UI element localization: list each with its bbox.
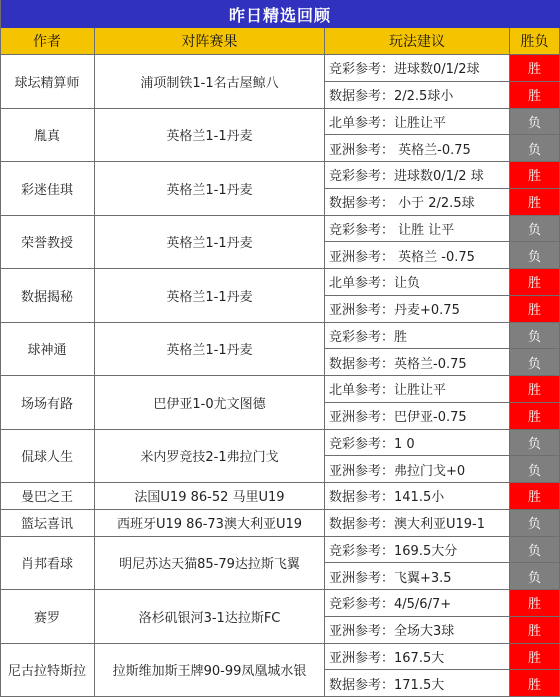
tip-cell: 亚洲参考：弗拉门戈+0 [325,456,510,483]
result-badge: 胜 [510,590,560,617]
match-result-cell: 米内罗竞技2-1弗拉门戈 [95,430,325,484]
result-badge: 负 [510,456,560,483]
result-badge: 负 [510,323,560,350]
tip-cell: 数据参考：英格兰-0.75 [325,349,510,376]
tip-cell: 竞彩参考：胜 [325,323,510,350]
match-result-cell: 浦项制铁1-1名古屋鲸八 [95,55,325,109]
tip-cell: 北单参考：让胜让平 [325,376,510,403]
match-result-cell: 英格兰1-1丹麦 [95,269,325,323]
match-result-cell: 英格兰1-1丹麦 [95,323,325,377]
author-cell: 球神通 [0,323,95,377]
result-badge: 胜 [510,189,560,216]
tip-cell: 北单参考：让胜让平 [325,109,510,136]
result-badge: 负 [510,430,560,457]
author-cell: 球坛精算师 [0,55,95,109]
header-result: 胜负 [510,28,560,55]
result-badge: 胜 [510,162,560,189]
tip-cell: 竞彩参考：169.5大分 [325,537,510,564]
author-cell: 侃球人生 [0,430,95,484]
result-badge: 负 [510,109,560,136]
result-badge: 负 [510,349,560,376]
result-badge: 负 [510,242,560,269]
match-result-cell: 英格兰1-1丹麦 [95,162,325,216]
match-result-cell: 英格兰1-1丹麦 [95,216,325,270]
result-badge: 胜 [510,55,560,82]
result-badge: 负 [510,563,560,590]
author-cell: 场场有路 [0,376,95,430]
result-badge: 胜 [510,296,560,323]
result-badge: 胜 [510,376,560,403]
match-result-cell: 拉斯维加斯王牌90-99凤凰城水银 [95,644,325,697]
header-author: 作者 [0,28,95,55]
table-header [0,28,560,55]
match-result-cell: 洛杉矶银河3-1达拉斯FC [95,590,325,644]
tip-cell: 亚洲参考：167.5大 [325,644,510,671]
author-cell: 赛罗 [0,590,95,644]
result-badge: 胜 [510,644,560,671]
tip-cell: 数据参考：2/2.5球小 [325,82,510,109]
result-badge: 负 [510,510,560,537]
result-badge: 胜 [510,403,560,430]
result-badge: 胜 [510,269,560,296]
header-tip: 玩法建议 [325,28,510,55]
tip-cell: 竞彩参考： 让胜 让平 [325,216,510,243]
tip-cell: 北单参考：让负 [325,269,510,296]
result-badge: 胜 [510,82,560,109]
tip-cell: 亚洲参考：全场大3球 [325,617,510,644]
match-result-cell: 法国U19 86-52 马里U19 [95,483,325,510]
result-badge: 胜 [510,670,560,697]
match-result-cell: 巴伊亚1-0尤文图德 [95,376,325,430]
author-cell: 尼古拉特斯拉 [0,644,95,697]
tip-cell: 亚洲参考： 英格兰 -0.75 [325,242,510,269]
tip-cell: 竞彩参考：4/5/6/7+ [325,590,510,617]
table-title: 昨日精选回顾 [0,0,560,28]
tip-cell: 亚洲参考： 英格兰-0.75 [325,135,510,162]
author-cell: 彩迷佳琪 [0,162,95,216]
tip-cell: 竞彩参考：进球数0/1/2 球 [325,162,510,189]
author-cell: 肖邦看球 [0,537,95,591]
tip-cell: 亚洲参考：巴伊亚-0.75 [325,403,510,430]
tip-cell: 竞彩参考：进球数0/1/2球 [325,55,510,82]
result-badge: 负 [510,216,560,243]
tip-cell: 数据参考：澳大利亚U19-1 [325,510,510,537]
tip-cell: 亚洲参考：飞翼+3.5 [325,563,510,590]
match-result-cell: 西班牙U19 86-73澳大利亚U19 [95,510,325,537]
result-badge: 负 [510,537,560,564]
result-badge: 胜 [510,483,560,510]
result-badge: 胜 [510,617,560,644]
match-result-cell: 英格兰1-1丹麦 [95,109,325,163]
tip-cell: 数据参考：141.5小 [325,483,510,510]
author-cell: 胤真 [0,109,95,163]
tip-cell: 数据参考： 小于 2/2.5球 [325,189,510,216]
header-match: 对阵赛果 [95,28,325,55]
author-cell: 篮坛喜讯 [0,510,95,537]
tip-cell: 数据参考：171.5大 [325,670,510,697]
tip-cell: 亚洲参考：丹麦+0.75 [325,296,510,323]
match-result-cell: 明尼苏达天猫85-79达拉斯飞翼 [95,537,325,591]
author-cell: 曼巴之王 [0,483,95,510]
author-cell: 数据揭秘 [0,269,95,323]
result-badge: 负 [510,135,560,162]
author-cell: 荣誉教授 [0,216,95,270]
tip-cell: 竞彩参考：1 0 [325,430,510,457]
